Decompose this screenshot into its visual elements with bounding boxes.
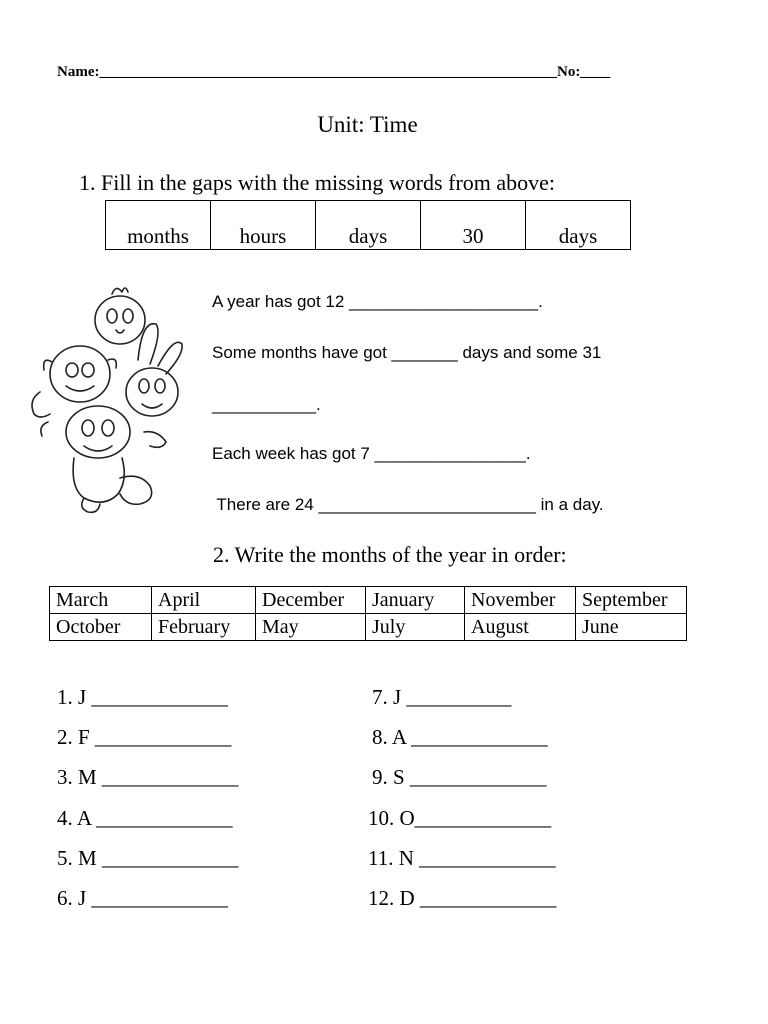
word-bank-table — [105, 200, 631, 250]
month-cell: December — [256, 587, 366, 614]
name-number-line: Name:_____________________________________________________________No:____ — [57, 64, 611, 80]
page-title: Unit: Time — [317, 112, 418, 137]
answer-line: 12. D _____________ — [368, 886, 557, 910]
answer-line: 4. A _____________ — [57, 806, 233, 830]
month-cell: April — [152, 587, 256, 614]
month-cell: September — [576, 587, 687, 614]
answer-line: 8. A _____________ — [372, 725, 548, 749]
word-bank-cell: days — [316, 201, 421, 250]
table-row — [50, 587, 687, 614]
month-cell: February — [152, 614, 256, 641]
sentence-months: Some months have got _______ days and some 31 — [212, 343, 602, 362]
table-row — [50, 614, 687, 641]
answer-line: 1. J _____________ — [57, 685, 228, 709]
exercise-1-instruction: 1. Fill in the gaps with the missing words from above: — [79, 170, 556, 195]
months-table — [49, 586, 687, 641]
month-cell: November — [465, 587, 576, 614]
sentence-year: A year has got 12 ____________________. — [212, 292, 543, 311]
month-cell: August — [465, 614, 576, 641]
word-bank-cell: days — [526, 201, 631, 250]
answer-line: 6. J _____________ — [57, 886, 228, 910]
month-cell: May — [256, 614, 366, 641]
word-bank-cell: months — [106, 201, 211, 250]
answer-line: 5. M _____________ — [57, 846, 239, 870]
answer-line: 10. O_____________ — [368, 806, 552, 830]
month-cell: June — [576, 614, 687, 641]
sentence-months-continued: ___________. — [212, 395, 321, 414]
month-cell: January — [366, 587, 465, 614]
cartoon-characters-icon — [20, 282, 198, 520]
sentence-week: Each week has got 7 ________________. — [212, 444, 531, 463]
sentence-day: There are 24 _______________________ in a day. — [212, 495, 604, 514]
month-cell: October — [50, 614, 152, 641]
answer-line: 11. N _____________ — [368, 846, 556, 870]
exercise-2-instruction: 2. Write the months of the year in order: — [213, 542, 567, 567]
word-bank-cell: 30 — [421, 201, 526, 250]
month-cell: March — [50, 587, 152, 614]
answer-line: 3. M _____________ — [57, 765, 239, 789]
answer-line: 7. J __________ — [372, 685, 512, 709]
answer-line: 2. F _____________ — [57, 725, 232, 749]
month-cell: July — [366, 614, 465, 641]
word-bank-cell: hours — [211, 201, 316, 250]
answer-line: 9. S _____________ — [372, 765, 547, 789]
